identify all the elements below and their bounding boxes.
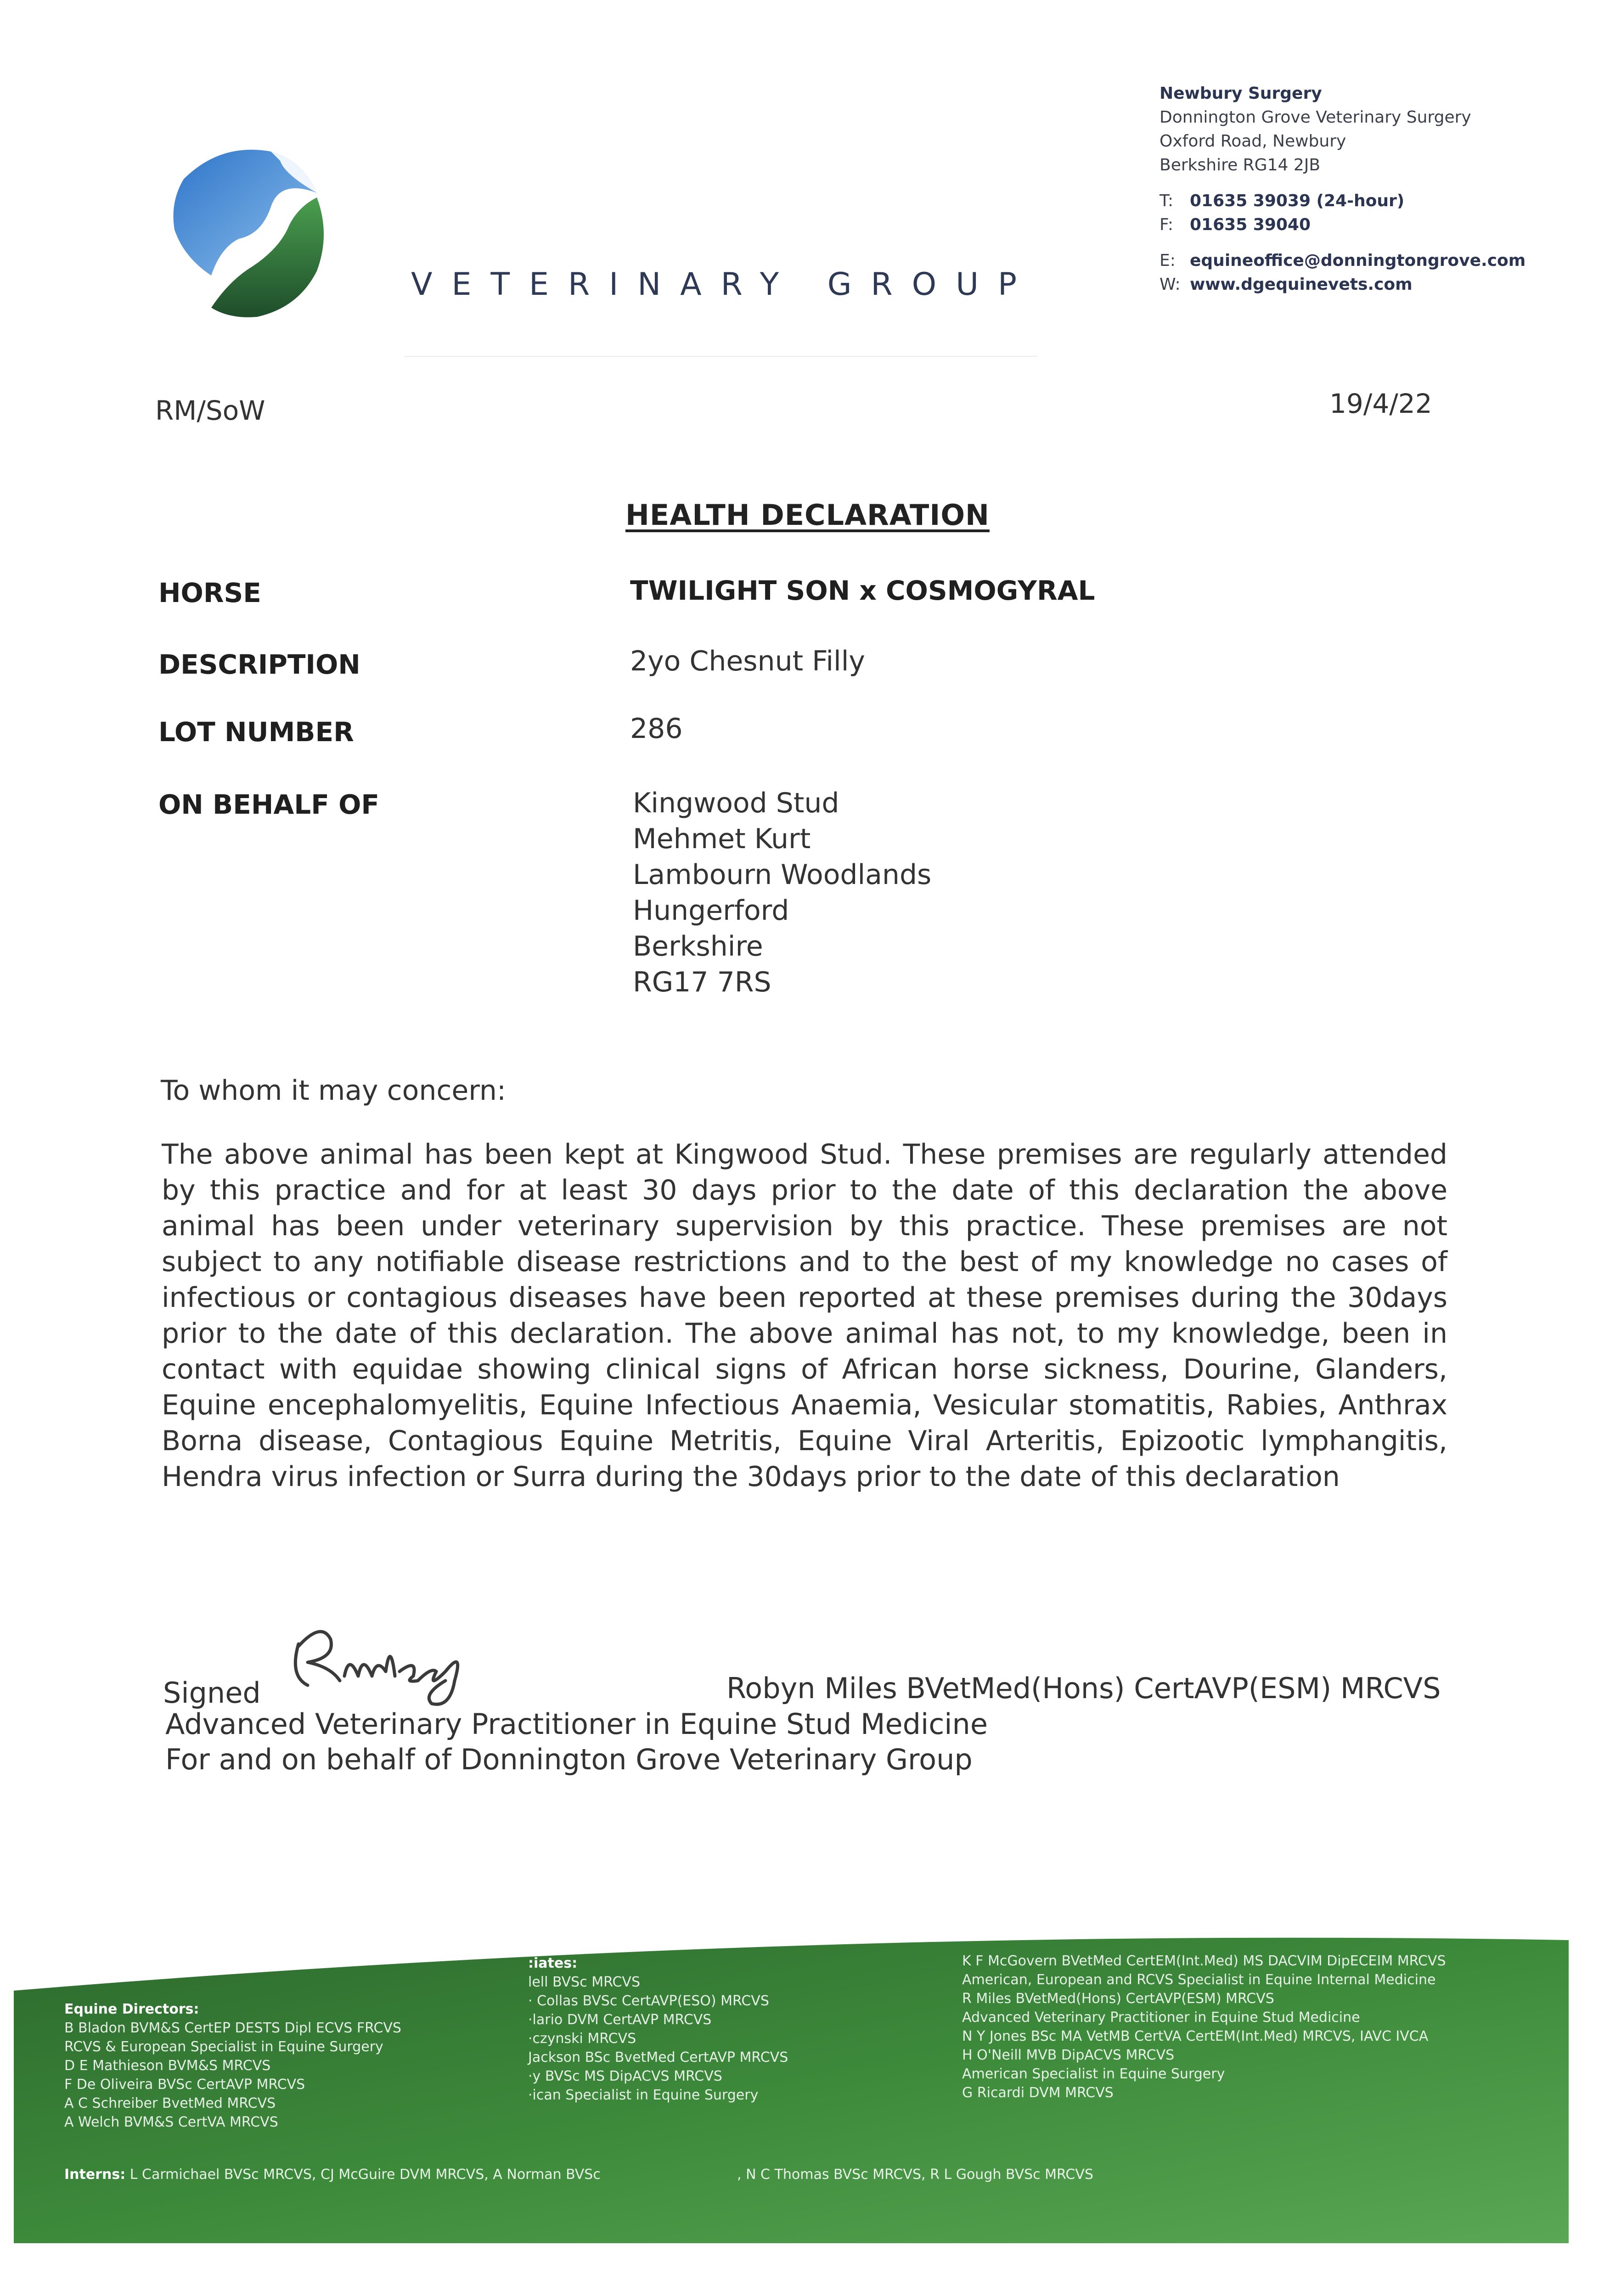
fax-row <box>1160 213 1526 237</box>
email-link[interactable]: equineoffice@donningtongrove.com <box>1190 251 1526 270</box>
footer-interns-continued: , N C Thomas BVSc MRCVS, R L Gough BVSc MRCVS <box>737 2167 1093 2183</box>
staff-line: N Y Jones BSc MA VetMB CertVA CertEM(Int.Med) MRCVS, IAVC IVCA <box>962 2028 1429 2044</box>
web-link[interactable]: www.dgequinevets.com <box>1190 275 1413 294</box>
declaration-body: The above animal has been kept at Kingwood Stud. These premises are regularly attended by this practice and for at least 30 days prior to the date of this declaration the above animal has been under veterinary supervision by this practice. These premises are not subject to any notifiable disease restrictions and to the best of my knowledge no cases of infectious or contagious diseases have been reported at these premises during the 30days prior to the date of this declaration. The above animal has not, to my knowledge, been in contact with equidae showing clinical signs of African horse sickness, Dourine, Glanders, Equine encephalomyelitis, Equine Infectious Anaemia, Vesicular stomatitis, Rabies, Anthrax Borna disease, Contagious Equine Metritis, Equine Viral Arteritis, Epizootic lymphangitis, Hendra virus infection or Surra during the 30days prior to the date of this declaration <box>162 1138 1447 1493</box>
signer-organisation: For and on behalf of Donnington Grove Veterinary Group <box>165 1743 973 1776</box>
footer-associates <box>528 1954 788 2105</box>
director-line: A Welch BVM&S CertVA MRCVS <box>64 2114 278 2130</box>
associate-line: ·lario DVM CertAVP MRCVS <box>528 2012 712 2028</box>
fax-number: 01635 39040 <box>1190 215 1311 234</box>
horse-head-logo-icon <box>165 142 340 321</box>
fax-label: F: <box>1160 215 1174 234</box>
address-line: Hungerford <box>633 895 789 927</box>
staff-line: Advanced Veterinary Practitioner in Equine Stud Medicine <box>962 2009 1360 2026</box>
phone-row <box>1160 189 1526 213</box>
on-behalf-of-address <box>633 785 931 1000</box>
interns-list: L Carmichael BVSc MRCVS, CJ McGuire DVM MRCVS, A Norman BVSc <box>129 2167 601 2183</box>
address-line: Donnington Grove Veterinary Surgery <box>1160 108 1471 127</box>
staff-line: American Specialist in Equine Surgery <box>962 2066 1225 2082</box>
director-line: F De Oliveira BVSc CertAVP MRCVS <box>64 2077 305 2093</box>
field-label-description: DESCRIPTION <box>158 649 360 680</box>
address-line: Lambourn Woodlands <box>633 859 932 891</box>
handwritten-signature <box>280 1603 496 1708</box>
address-line: Berkshire RG14 2JB <box>1160 156 1321 174</box>
header-divider <box>404 356 1038 357</box>
field-value-description: 2yo Chesnut Filly <box>630 645 865 677</box>
directors-heading: Equine Directors: <box>64 2001 199 2017</box>
associate-line: lell BVSc MRCVS <box>528 1974 640 1990</box>
footer-directors <box>64 2000 401 2132</box>
associate-line: ·ican Specialist in Equine Surgery <box>528 2087 759 2103</box>
letter-date: 19/4/22 <box>1329 388 1432 419</box>
web-label: W: <box>1160 275 1181 294</box>
letter-reference: RM/SoW <box>155 395 265 426</box>
signed-label: Signed <box>163 1676 261 1710</box>
signer-name: Robyn Miles BVetMed(Hons) CertAVP(ESM) MRCVS <box>726 1671 1441 1705</box>
field-value-lot-number: 286 <box>630 713 683 745</box>
phone-label: T: <box>1160 191 1174 210</box>
email-label: E: <box>1160 251 1176 270</box>
staff-line: H O'Neill MVB DipACVS MRCVS <box>962 2047 1175 2063</box>
address-line: Kingwood Stud <box>633 787 839 819</box>
associate-line: ·czynski MRCVS <box>528 2031 636 2047</box>
staff-line: R Miles BVetMed(Hons) CertAVP(ESM) MRCVS <box>962 1991 1274 2007</box>
phone-number[interactable]: 01635 39039 (24-hour) <box>1190 191 1405 210</box>
staff-line: K F McGovern BVetMed CertEM(Int.Med) MS DACVIM DipECEIM MRCVS <box>962 1953 1446 1969</box>
signer-role: Advanced Veterinary Practitioner in Equine Stud Medicine <box>165 1707 988 1741</box>
surgery-name: Newbury Surgery <box>1160 84 1322 103</box>
address-line: Oxford Road, Newbury <box>1160 132 1346 151</box>
field-label-on-behalf-of: ON BEHALF OF <box>158 789 379 820</box>
address-line: Mehmet Kurt <box>633 823 811 855</box>
address-line: Berkshire <box>633 930 763 962</box>
associate-line: Jackson BSc BvetMed CertAVP MRCVS <box>528 2049 788 2065</box>
associate-line: · Collas BVSc CertAVP(ESO) MRCVS <box>528 1993 769 2009</box>
contact-block <box>1160 82 1526 297</box>
group-name: VETERINARY GROUP <box>411 266 1036 303</box>
director-line: A C Schreiber BvetMed MRCVS <box>64 2095 276 2111</box>
field-value-horse: TWILIGHT SON x COSMOGYRAL <box>630 575 1095 606</box>
email-row <box>1160 249 1526 273</box>
staff-line: American, European and RCVS Specialist in Equine Internal Medicine <box>962 1972 1436 1988</box>
field-label-lot-number: LOT NUMBER <box>158 716 354 748</box>
salutation: To whom it may concern: <box>161 1075 507 1107</box>
document-title: HEALTH DECLARATION <box>625 498 990 532</box>
web-row <box>1160 273 1526 297</box>
field-label-horse: HORSE <box>158 577 261 608</box>
director-line: D E Mathieson BVM&S MRCVS <box>64 2058 271 2074</box>
director-line: RCVS & European Specialist in Equine Surgery <box>64 2039 383 2055</box>
address-line: RG17 7RS <box>633 966 771 998</box>
director-line: B Bladon BVM&S CertEP DESTS Dipl ECVS FRCVS <box>64 2020 401 2036</box>
footer-interns <box>64 2165 601 2184</box>
staff-line: G Ricardi DVM MRCVS <box>962 2085 1114 2101</box>
interns-heading: Interns: <box>64 2167 126 2183</box>
footer-column-3 <box>962 1952 1446 2102</box>
associate-line: ·y BVSc MS DipACVS MRCVS <box>528 2068 722 2084</box>
associates-heading: :iates: <box>528 1955 578 1971</box>
